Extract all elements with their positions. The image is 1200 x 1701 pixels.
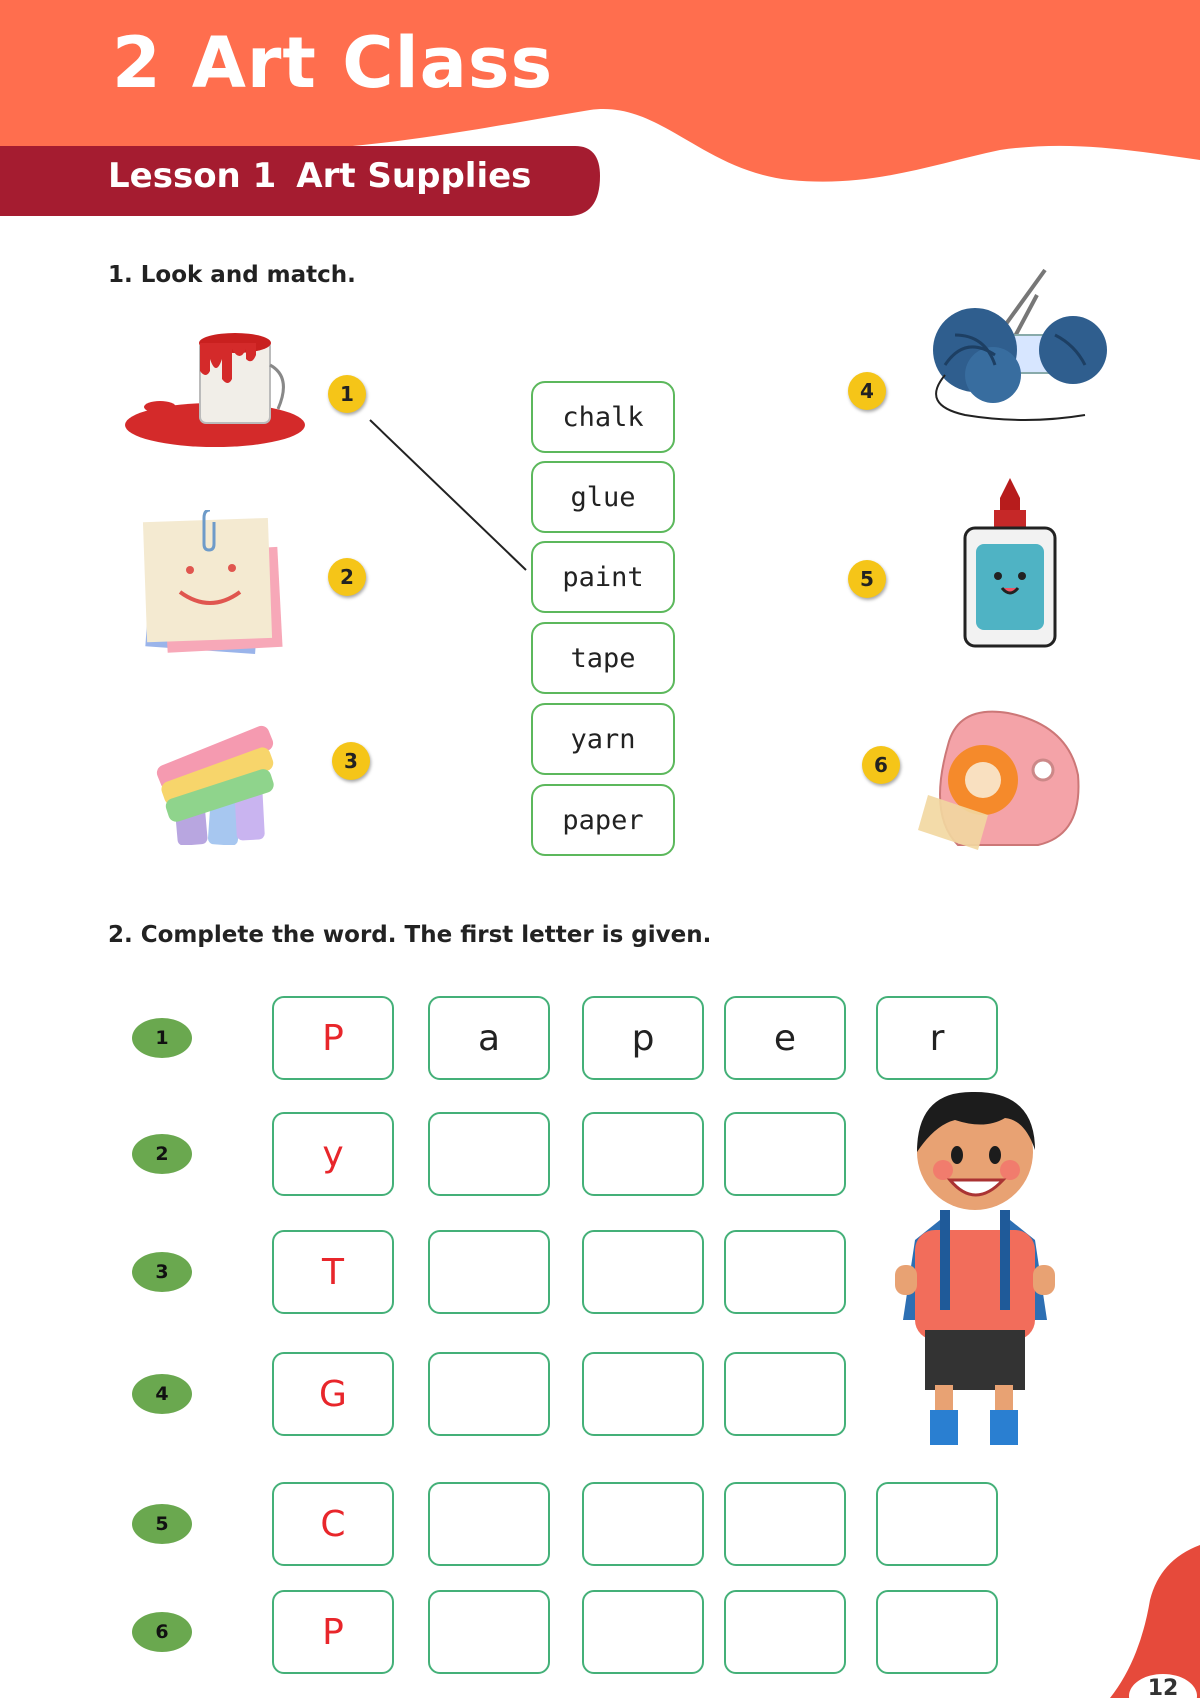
word-box-chalk[interactable]: chalk — [531, 381, 675, 453]
word-row-number-1: 1 — [132, 1018, 192, 1058]
given-letter-box: y — [272, 1112, 394, 1196]
match-number-2: 2 — [328, 558, 366, 596]
given-letter-box: G — [272, 1352, 394, 1436]
word-box-glue[interactable]: glue — [531, 461, 675, 533]
lesson-title: Lesson 1 Art Supplies — [108, 156, 532, 196]
word-row-number-2: 2 — [132, 1134, 192, 1174]
match-number-3: 3 — [332, 742, 370, 780]
match-number-1: 1 — [328, 375, 366, 413]
match-number-5: 5 — [848, 560, 886, 598]
word-box-paint[interactable]: paint — [531, 541, 675, 613]
page-number: 12 — [1147, 1676, 1179, 1701]
match-number-4: 4 — [848, 372, 886, 410]
given-letter-box: C — [272, 1482, 394, 1566]
given-letter-box: P — [272, 1590, 394, 1674]
match-number-6: 6 — [862, 746, 900, 784]
word-box-yarn[interactable]: yarn — [531, 703, 675, 775]
word-box-paper[interactable]: paper — [531, 784, 675, 856]
given-letter-box: T — [272, 1230, 394, 1314]
unit-title: 2 Art Class — [112, 22, 554, 104]
given-letter-box: P — [272, 996, 394, 1080]
word-row-number-3: 3 — [132, 1252, 192, 1292]
word-row-number-6: 6 — [132, 1612, 192, 1652]
letter-input-box[interactable]: r — [876, 996, 998, 1080]
letter-input-box[interactable]: e — [724, 996, 846, 1080]
letter-input-box[interactable]: p — [582, 996, 704, 1080]
exercise1-instruction: 1. Look and match. — [108, 262, 356, 288]
word-row-number-5: 5 — [132, 1504, 192, 1544]
word-box-tape[interactable]: tape — [531, 622, 675, 694]
exercise2-instruction: 2. Complete the word. The first letter is given. — [108, 922, 712, 948]
word-row-number-4: 4 — [132, 1374, 192, 1414]
letter-input-box[interactable]: a — [428, 996, 550, 1080]
